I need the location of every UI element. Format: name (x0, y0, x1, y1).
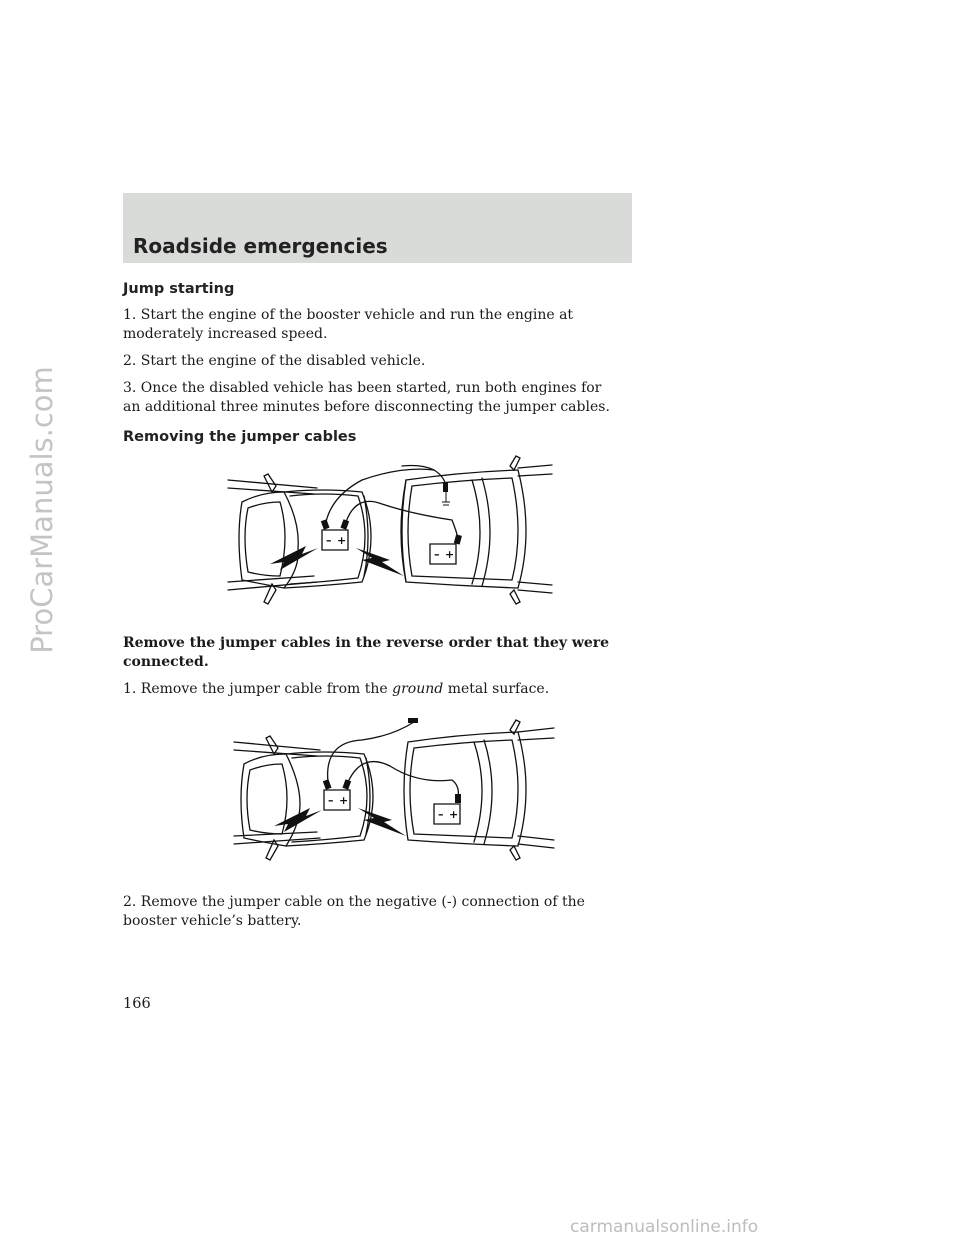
booster-battery-plus: + (339, 794, 349, 807)
diagram-jump-cables-connected (222, 452, 560, 622)
booster-battery (322, 530, 348, 550)
booster-vehicle (234, 736, 373, 860)
page-number: 166 (123, 996, 151, 1012)
lightning-icon (270, 546, 318, 570)
removing-step-2-block (123, 893, 643, 931)
watermark (0, 0, 60, 1242)
booster-battery-minus: – (326, 534, 332, 547)
lightning-icon (356, 548, 404, 576)
booster-battery-plus: + (337, 534, 347, 547)
jump-starting-heading: Jump starting (123, 281, 235, 297)
disabled-vehicle (404, 720, 554, 860)
booster-battery (324, 790, 350, 810)
removing-step-1-after: metal surface. (447, 681, 550, 697)
booster-battery-minus: – (328, 794, 334, 807)
lightning-icon (358, 808, 406, 836)
removing-step-1-ground: ground (392, 681, 444, 697)
removing-instruction: Remove the jumper cables in the reverse order that they were connected. (123, 635, 610, 670)
jump-step-2: 2. Start the engine of the disabled vehicle. (123, 353, 426, 369)
jump-step-1: 1. Start the engine of the booster vehicle and run the engine at moderately increased speed. (123, 307, 574, 342)
footer-url: carmanualsonline.info (570, 1217, 759, 1237)
disabled-battery-minus: – (434, 548, 440, 561)
content (123, 280, 643, 446)
disabled-battery-plus: + (449, 808, 459, 821)
disabled-battery-minus: – (438, 808, 444, 821)
removing-step-2: 2. Remove the jumper cable on the negative (-) connection of the booster vehicle’s battery. (123, 894, 585, 929)
booster-vehicle (228, 474, 371, 604)
section-header (123, 193, 632, 263)
disabled-battery (434, 804, 460, 824)
watermark-text: ProCarManuals.com (25, 366, 59, 654)
removing-step-1 (123, 680, 643, 699)
section-title: Roadside emergencies (133, 234, 388, 258)
removing-step-1-before: 1. Remove the jumper cable from the (123, 681, 388, 697)
jump-step-3: 3. Once the disabled vehicle has been started, run both engines for an additional three minutes before disconnecting the jumper cables. (123, 380, 610, 415)
removing-heading: Removing the jumper cables (123, 429, 357, 445)
diagram-ground-cable-removed (222, 712, 560, 872)
disabled-vehicle (401, 456, 552, 604)
disabled-battery-plus: + (445, 548, 455, 561)
lightning-icon (274, 808, 322, 832)
disabled-battery (430, 544, 456, 564)
removing-instructions (123, 634, 643, 699)
